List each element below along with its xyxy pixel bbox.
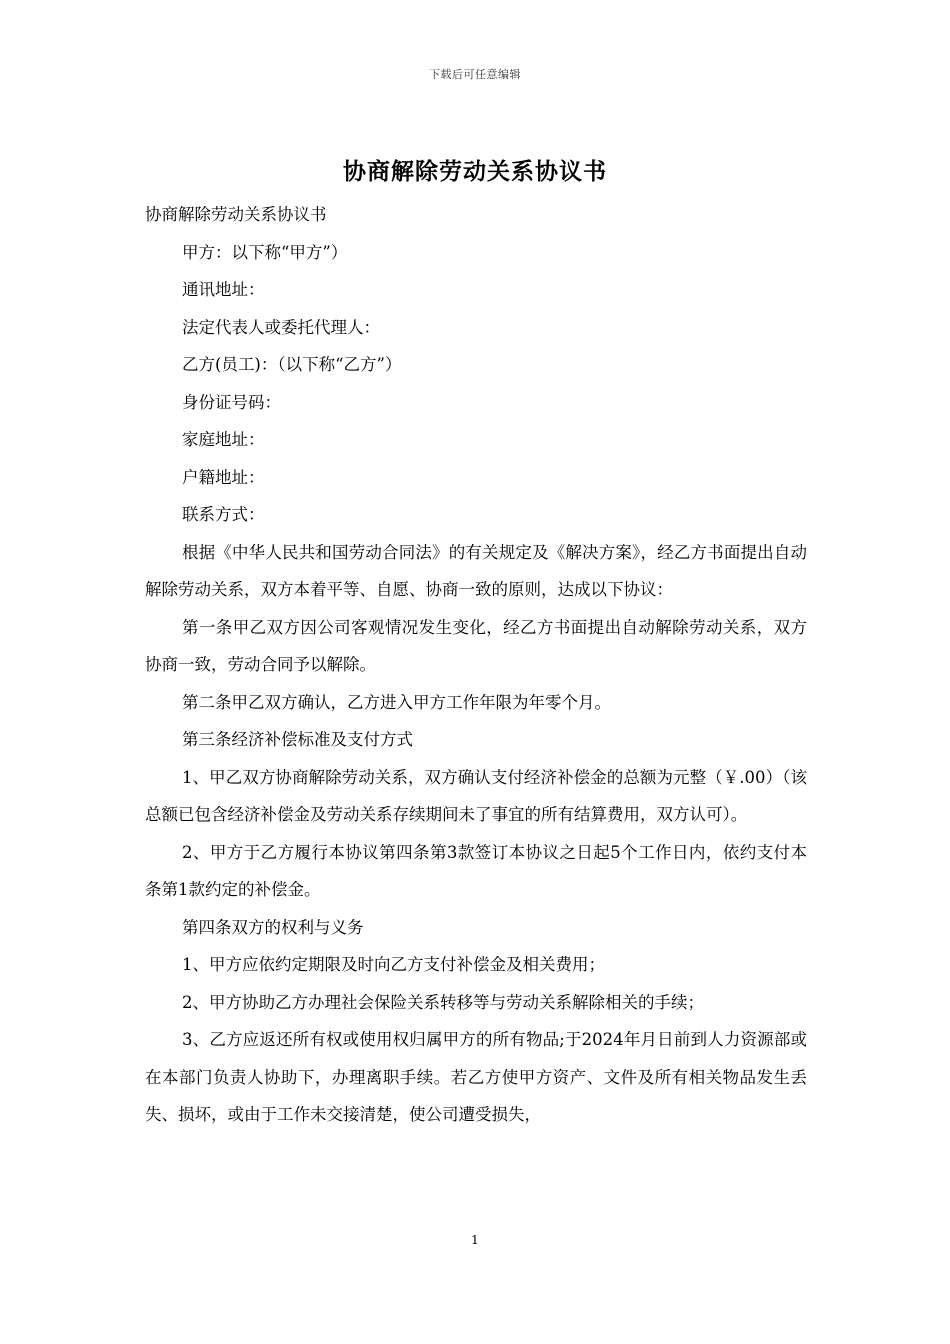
paragraph: 法定代表人或委托代理人： (182, 317, 380, 337)
paragraph: 户籍地址： (182, 467, 265, 487)
paragraph: 2、甲方于乙方履行本协议第四条第3款签订本协议之日起5个工作日内，依约支付本条第1款约定的补偿金。 (145, 842, 807, 899)
paragraph: 第一条甲乙双方因公司客观情况发生变化，经乙方书面提出自动解除劳动关系，双方协商一致，劳动合同予以解除。 (145, 617, 807, 674)
paragraph: 2、甲方协助乙方办理社会保险关系转移等与劳动关系解除相关的手续； (182, 992, 704, 1012)
document-body (145, 196, 807, 1134)
paragraph: 乙方(员工)：（以下称“乙方”） (182, 355, 402, 374)
paragraph: 3、乙方应返还所有权或使用权归属甲方的所有物品;于2024年月日前到人力资源部或在本部门负责人协助下，办理离职手续。若乙方使甲方资产、文件及所有相关物品发生丢失、损坏，或由于工作未交接清楚，使公司遭受损失， (145, 1030, 807, 1124)
paragraph: 1、甲乙双方协商解除劳动关系，双方确认支付经济补偿金的总额为元整（￥.00）（该总额已包含经济补偿金及劳动关系存续期间未了事宜的所有结算费用，双方认可）。 (145, 767, 807, 824)
paragraph: 根据《中华人民共和国劳动合同法》的有关规定及《解决方案》，经乙方书面提出自动解除劳动关系，双方本着平等、自愿、协商一致的原则，达成以下协议： (145, 542, 807, 599)
document-title: 协商解除劳动关系协议书 (343, 158, 607, 185)
paragraph: 协商解除劳动关系协议书 (145, 205, 327, 224)
paragraph: 第四条双方的权利与义务 (182, 917, 364, 937)
paragraph: 1、甲方应依约定期限及时向乙方支付补偿金及相关费用； (182, 955, 605, 974)
paragraph: 第二条甲乙双方确认，乙方进入甲方工作年限为年零个月。 (182, 692, 611, 712)
paragraph: 身份证号码： (182, 392, 281, 412)
paragraph: 家庭地址： (182, 430, 265, 449)
paragraph: 通讯地址： (182, 280, 265, 299)
paragraph: 第三条经济补偿标准及支付方式 (182, 730, 413, 749)
paragraph: 联系方式： (182, 505, 265, 524)
paragraph: 甲方：以下称“甲方”） (182, 242, 348, 262)
header-note: 下载后可任意编辑 (429, 68, 521, 81)
page-number: 1 (471, 1233, 479, 1247)
